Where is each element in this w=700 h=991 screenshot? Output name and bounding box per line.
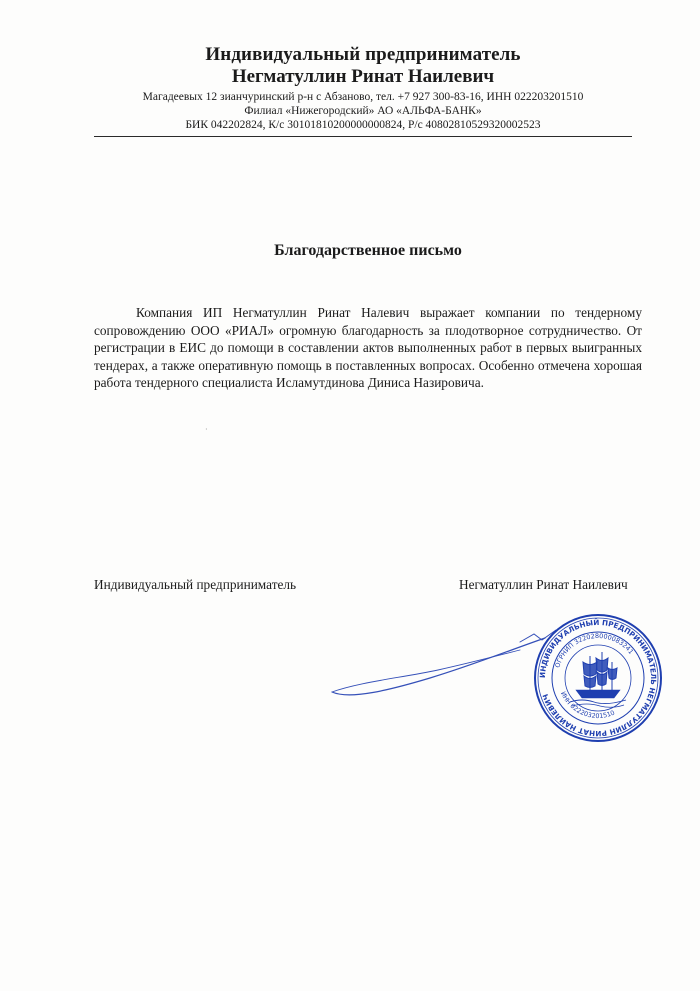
letterhead <box>94 44 632 132</box>
signer-position: Индивидуальный предприниматель <box>94 577 297 592</box>
letterhead-account: БИК 042202824, К/с 30101810200000000824, Р/с 40802810529320002523 <box>185 119 541 131</box>
letterhead-title-line1: Индивидуальный предприниматель <box>205 44 521 65</box>
seal-inn-text: ИНН 022203201510 <box>558 690 616 721</box>
document-title: Благодарственное письмо <box>274 242 462 259</box>
handwritten-signature <box>320 620 560 710</box>
seal-ogrnip-text: ОГРНИП 322028000083241 <box>553 631 636 669</box>
letterhead-title-line2: Негматуллин Ринат Наилевич <box>231 66 495 87</box>
scan-speck: · <box>205 425 208 434</box>
sailing-ship-icon <box>570 652 626 707</box>
letter-body: Компания ИП Негматуллин Ринат Налевич выражает компании по тендерному сопровождению ООО «РИАЛ» огромную благодарность за плодотворное сотрудничество. От регистрации в ЕИС до помощи в составлении актов выполненных работ в первых выигранных тендерах, а также оперативную помощь в поставленных вопросах. Особенно отмечена хорошая работа тендерного специалиста Исламутдинова Диниса Назировича. <box>94 305 642 390</box>
seal-outer-text: ИНДИВИДУАЛЬНЫЙ ПРЕДПРИНИМАТЕЛЬ НЕГМАТУЛЛИН РИНАТ НАИЛЕВИЧ <box>537 617 659 739</box>
company-seal <box>532 612 664 744</box>
signer-name: Негматуллин Ринат Наилевич <box>459 577 628 592</box>
letterhead-address: Магадеевых 12 зианчуринский р-н с Абзаново, тел. +7 927 300-83-16, ИНН 022203201510 <box>142 91 584 103</box>
letterhead-bank: Филиал «Нижегородский» АО «АЛЬФА-БАНК» <box>244 105 482 117</box>
header-divider <box>94 136 632 137</box>
